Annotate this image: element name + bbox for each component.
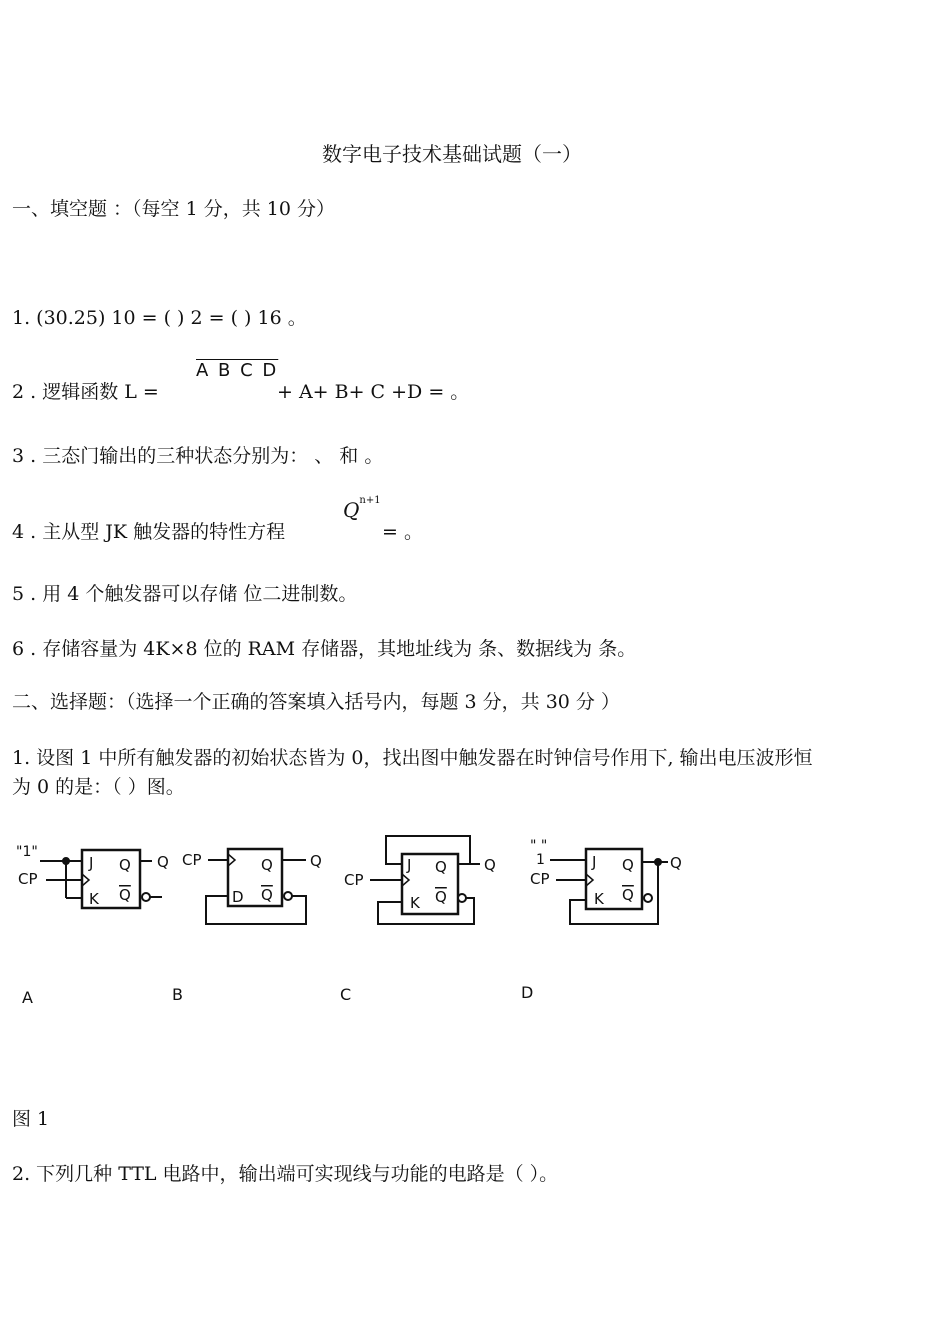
circuit-c-cp-label: CP (344, 871, 364, 889)
circuit-a-k: K (89, 890, 99, 908)
circuit-d (530, 838, 682, 924)
page-title: 数字电子技术基础试题（一） (322, 142, 582, 166)
circuit-d-q: Q (622, 856, 634, 874)
circuit-d-k: K (594, 890, 604, 908)
circuit-d-quote-label: " " (530, 838, 548, 854)
circuit-c-k: K (410, 894, 420, 912)
circuit-b (182, 849, 322, 924)
circuit-b-qbar: Q (261, 886, 273, 904)
question-1-5: 5 . 用 4 个触发器可以存储 位二进制数。 (12, 583, 358, 605)
circuit-c-q: Q (435, 858, 447, 876)
question-1-6: 6 . 存储容量为 4K×8 位的 RAM 存储器，其地址线为 条、数据线为 条。 (12, 638, 637, 660)
circuit-a-qbar: Q (119, 886, 131, 904)
question-2-2: 2. 下列几种 TTL 电路中，输出端可实现线与功能的电路是（ ）。 (12, 1163, 559, 1185)
question-1-1: 1. (30.25) 10 = ( ) 2 = ( ) 16 。 (12, 307, 307, 329)
circuit-c-out-q: Q (484, 856, 496, 874)
question-2-1-line1: 1. 设图 1 中所有触发器的初始状态皆为 0，找出图中触发器在时钟信号作用下, 输出电压波形恒 (12, 747, 813, 769)
question-1-4-suffix: = 。 (382, 521, 423, 543)
circuit-a-out-q: Q (157, 853, 169, 871)
question-1-3: 3 . 三态门输出的三种状态分别为： 、 和 。 (12, 445, 384, 467)
figure-label-a: A (22, 988, 33, 1007)
circuit-d-qbar: Q (622, 886, 634, 904)
circuit-b-cp-label: CP (182, 851, 202, 869)
circuit-b-out-q: Q (310, 852, 322, 870)
figure-label-d: D (521, 983, 534, 1002)
circuit-c-j: J (407, 856, 412, 874)
characteristic-equation-symbol: $Q^{n+1}$ (343, 495, 381, 522)
circuit-b-d: D (232, 888, 244, 906)
section1-heading: 一、填空题 ：（每空 1 分，共 10 分） (12, 198, 335, 220)
circuit-a-j: J (89, 854, 94, 872)
circuit-a-one-label: "1" (16, 844, 38, 860)
question-2-1-line2: 为 0 的是：（ ）图。 (12, 776, 185, 798)
circuit-d-cp-label: CP (530, 870, 550, 888)
question-1-2-suffix: + A+ B+ C +D = 。 (277, 381, 470, 403)
figure-label-b: B (172, 985, 183, 1004)
circuit-a-cp-label: CP (18, 870, 38, 888)
figure-1-circuits (0, 820, 720, 940)
circuit-b-q: Q (261, 856, 273, 874)
figure-label-c: C (340, 985, 352, 1004)
circuit-c (344, 836, 496, 924)
circuit-d-one-label: 1 (536, 852, 545, 868)
circuit-a (16, 844, 169, 908)
circuit-d-out-q: Q (670, 854, 682, 872)
figure-caption: 图 1 (12, 1108, 50, 1130)
circuit-c-qbar: Q (435, 888, 447, 906)
circuit-a-q: Q (119, 856, 131, 874)
logic-expression: A B C D (196, 360, 279, 381)
section2-heading: 二、选择题：（选择一个正确的答案填入括号内，每题 3 分，共 30 分 ） (12, 691, 620, 713)
question-1-2-prefix: 2 . 逻辑函数 L = (12, 381, 159, 403)
question-1-4-prefix: 4 . 主从型 JK 触发器的特性方程 (12, 521, 286, 543)
circuit-d-j: J (592, 853, 597, 871)
